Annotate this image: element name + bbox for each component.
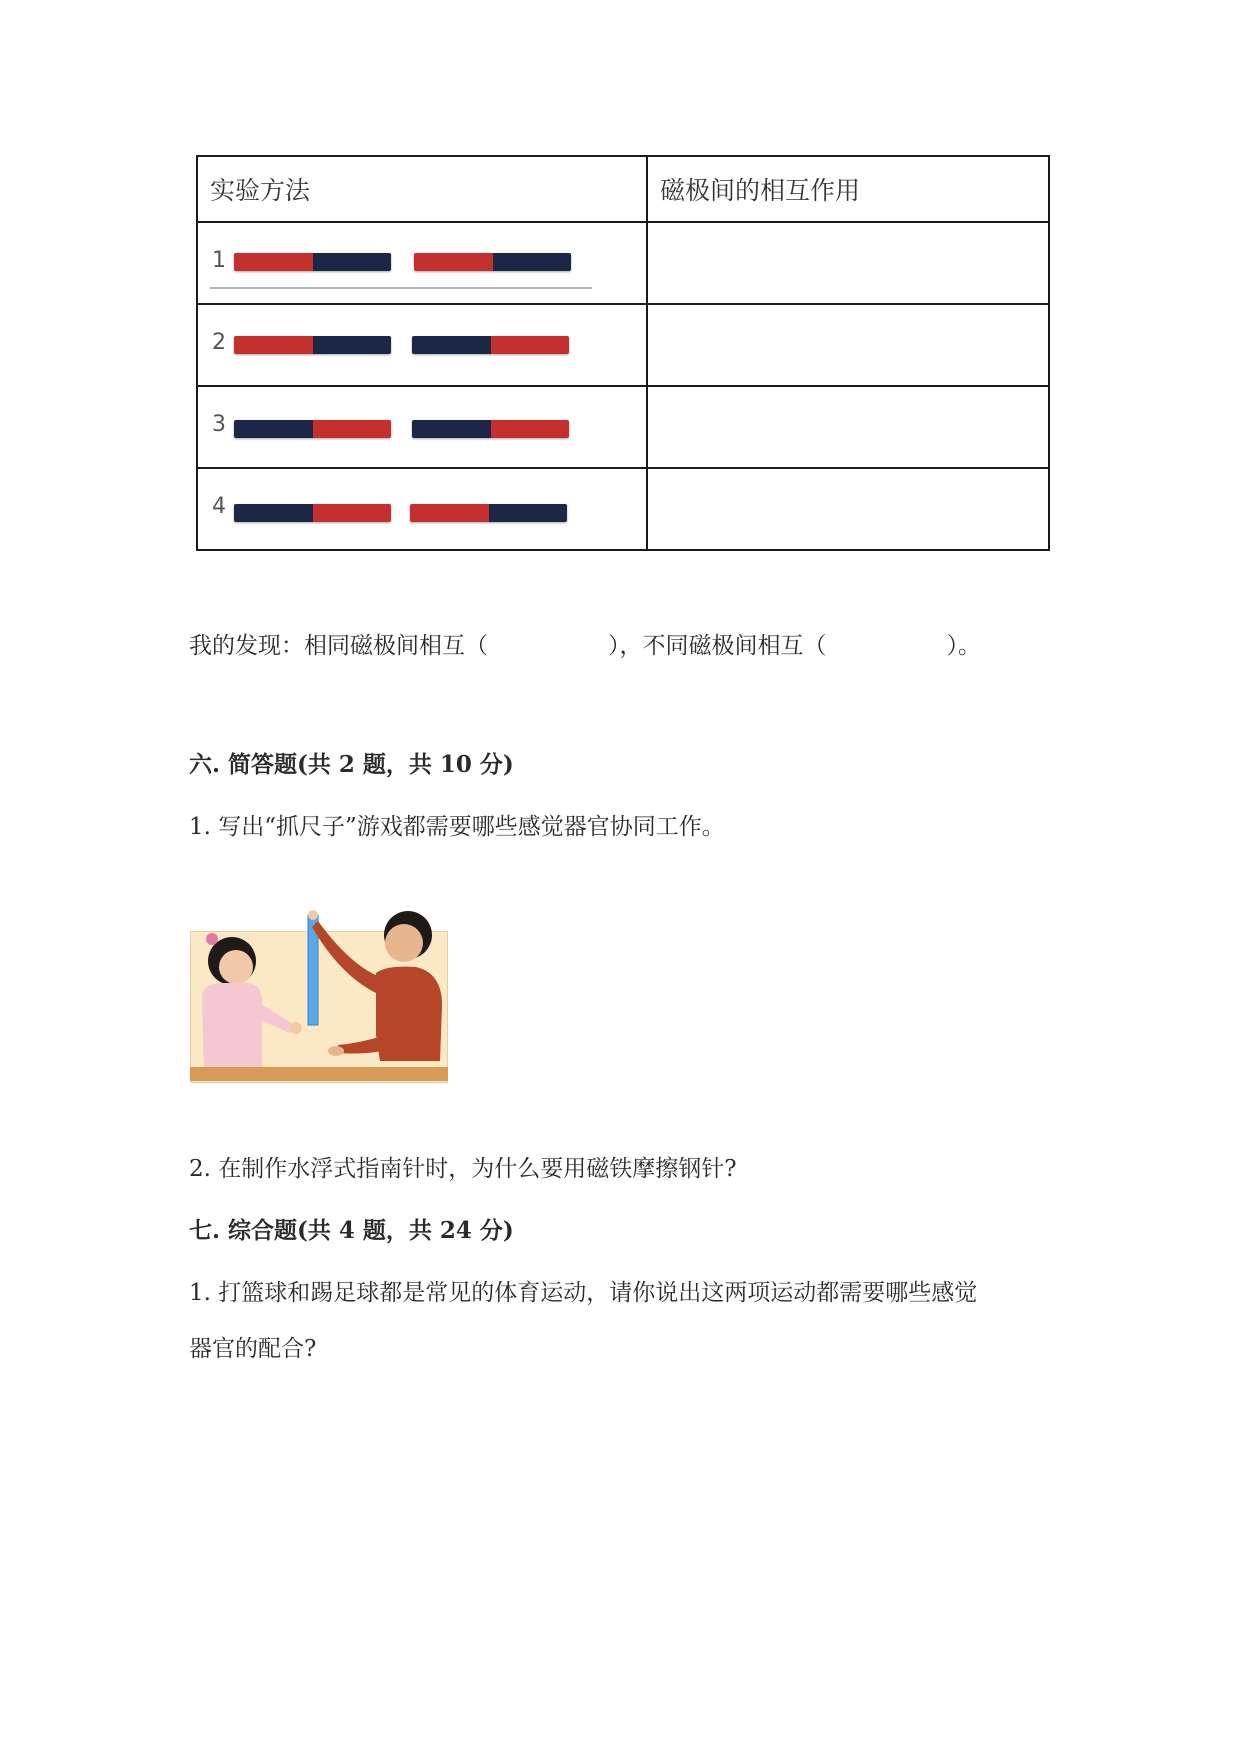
bar-magnet-icon [410, 504, 567, 522]
row-number: 2 [212, 330, 226, 355]
bar-magnet-icon [234, 336, 391, 354]
row-number: 1 [212, 248, 226, 273]
method-cell-1 [197, 222, 647, 304]
answer-cell-2[interactable] [647, 304, 1049, 386]
answer-cell-3[interactable] [647, 386, 1049, 468]
bar-magnet-icon [234, 420, 391, 438]
table-row [197, 304, 1049, 386]
table-row [197, 468, 1049, 550]
table-surface [190, 1067, 448, 1081]
bar-magnet-icon [234, 253, 391, 271]
section-6-question-2: 2. 在制作水浮式指南针时，为什么要用磁铁摩擦钢针? [189, 1156, 737, 1182]
bar-magnet-icon [412, 336, 569, 354]
table-row [197, 222, 1049, 304]
bar-magnet-icon [414, 253, 571, 271]
header-method: 实验方法 [197, 156, 647, 222]
finding-prefix: 我的发现：相同磁极间相互（ [189, 633, 488, 659]
method-cell-4 [197, 468, 647, 550]
ruler-game-photo [190, 895, 448, 1087]
method-cell-3 [197, 386, 647, 468]
bar-magnet-icon [412, 420, 569, 438]
section-6-question-1: 1. 写出“抓尺子”游戏都需要哪些感觉器官协同工作。 [189, 814, 725, 840]
section-7-question-1-line-1: 1. 打篮球和踢足球都是常见的体育运动，请你说出这两项运动都需要哪些感觉 [189, 1280, 978, 1306]
finding-suffix: ）。 [946, 633, 981, 659]
experiment-table [196, 155, 1050, 551]
header-interaction: 磁极间的相互作用 [647, 156, 1049, 222]
bar-magnet-icon [234, 504, 391, 522]
finding-sentence [189, 627, 981, 660]
table-row [197, 386, 1049, 468]
section-6-heading: 六. 简答题(共 2 题，共 10 分) [189, 751, 514, 778]
row-number: 4 [212, 494, 226, 519]
baseline-line [210, 287, 592, 289]
section-7-question-1-line-2: 器官的配合? [189, 1336, 317, 1362]
section-7-heading: 七. 综合题(共 4 题，共 24 分) [189, 1217, 514, 1244]
table-header-row [197, 156, 1049, 222]
answer-cell-4[interactable] [647, 468, 1049, 550]
row-number: 3 [212, 412, 226, 437]
finding-middle: ），不同磁极间相互（ [608, 633, 827, 659]
children-illustration [190, 895, 448, 1087]
answer-cell-1[interactable] [647, 222, 1049, 304]
method-cell-2 [197, 304, 647, 386]
